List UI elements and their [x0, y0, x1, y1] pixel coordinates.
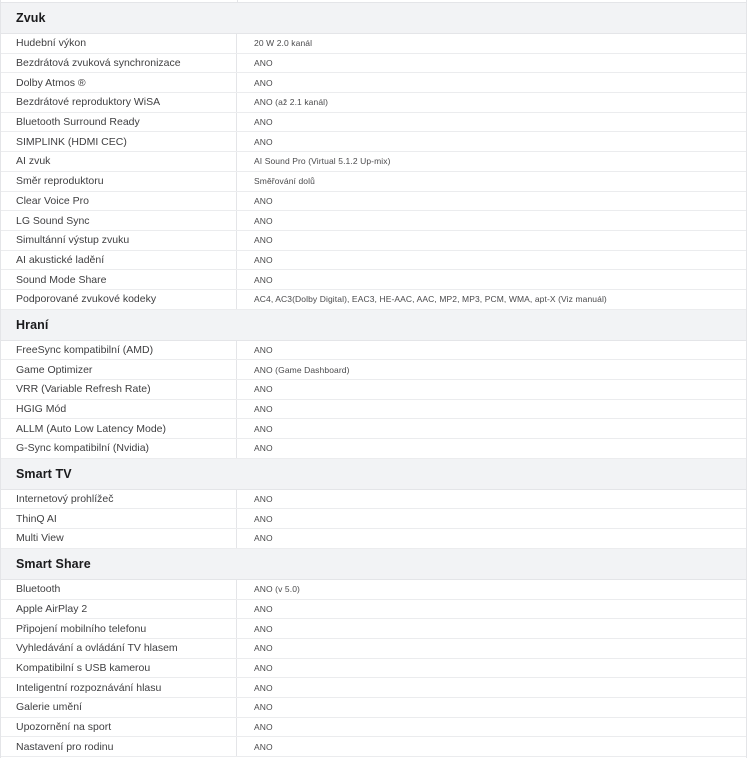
spec-label: G-Sync kompatibilní (Nvidia): [1, 439, 237, 458]
spec-row: [1, 290, 746, 310]
spec-row: [1, 659, 746, 679]
spec-value: ANO: [254, 623, 273, 634]
spec-label: Bluetooth Surround Ready: [1, 113, 237, 132]
spec-row: [1, 54, 746, 74]
spec-row: [1, 73, 746, 93]
spec-row: [1, 211, 746, 231]
spec-row: [1, 34, 746, 54]
spec-value: AC4, AC3(Dolby Digital), EAC3, HE-AAC, AAC, MP2, MP3, PCM, WMA, apt-X (Viz manuál): [254, 294, 607, 305]
spec-value: ANO: [254, 682, 273, 693]
section-header: [1, 549, 746, 580]
spec-row: [1, 172, 746, 192]
spec-row: [1, 718, 746, 738]
spec-row: [1, 132, 746, 152]
spec-value: ANO: [254, 443, 273, 454]
spec-value: ANO: [254, 215, 273, 226]
spec-section: [1, 549, 746, 757]
spec-row: [1, 380, 746, 400]
spec-label: Nastavení pro rodinu: [1, 737, 237, 756]
spec-label: Internetový prohlížeč: [1, 490, 237, 509]
spec-label: AI zvuk: [1, 152, 237, 171]
spec-label: Upozornění na sport: [1, 718, 237, 737]
column-divider: [237, 0, 238, 2]
spec-row: [1, 580, 746, 600]
spec-value: Směřování dolů: [254, 176, 315, 187]
spec-row: [1, 152, 746, 172]
spec-row: [1, 113, 746, 133]
spec-label: Vyhledávání a ovládání TV hlasem: [1, 639, 237, 658]
spec-value: ANO: [254, 344, 273, 355]
spec-label: Bezdrátová zvuková synchronizace: [1, 54, 237, 73]
spec-label: ThinQ AI: [1, 509, 237, 528]
spec-value: ANO: [254, 404, 273, 415]
spec-value: AI Sound Pro (Virtual 5.1.2 Up-mix): [254, 156, 391, 167]
spec-label: Galerie umění: [1, 698, 237, 717]
spec-row: [1, 360, 746, 380]
spec-section: [1, 310, 746, 459]
spec-label: Bluetooth: [1, 580, 237, 599]
spec-row: [1, 270, 746, 290]
spec-label: Simultánní výstup zvuku: [1, 231, 237, 250]
section-header: [1, 3, 746, 34]
spec-row: [1, 698, 746, 718]
spec-value: ANO: [254, 77, 273, 88]
spec-value: ANO (v 5.0): [254, 584, 300, 595]
section-header: [1, 459, 746, 490]
spec-label: Podporované zvukové kodeky: [1, 290, 237, 309]
spec-value: ANO (Game Dashboard): [254, 364, 350, 375]
section-rows: [1, 490, 746, 549]
spec-label: Bezdrátové reproduktory WiSA: [1, 93, 237, 112]
spec-row: [1, 737, 746, 757]
section-rows: [1, 341, 746, 459]
spec-value: ANO: [254, 513, 273, 524]
spec-label: Multi View: [1, 529, 237, 548]
spec-row: [1, 251, 746, 271]
spec-value: ANO: [254, 721, 273, 732]
section-title: Smart TV: [16, 466, 72, 481]
spec-value: ANO: [254, 117, 273, 128]
spec-value: ANO: [254, 195, 273, 206]
spec-value: ANO: [254, 643, 273, 654]
spec-value: ANO: [254, 702, 273, 713]
spec-value: ANO: [254, 58, 273, 69]
section-header: [1, 310, 746, 341]
spec-value: ANO: [254, 235, 273, 246]
spec-label: Clear Voice Pro: [1, 192, 237, 211]
spec-row: [1, 419, 746, 439]
spec-row: [1, 678, 746, 698]
spec-row: [1, 341, 746, 361]
spec-table-body: [1, 3, 746, 757]
section-rows: [1, 580, 746, 757]
section-title: Hraní: [16, 317, 49, 332]
spec-label: SIMPLINK (HDMI CEC): [1, 132, 237, 151]
spec-value: ANO: [254, 494, 273, 505]
spec-row: [1, 639, 746, 659]
spec-label: Kompatibilní s USB kamerou: [1, 659, 237, 678]
spec-label: FreeSync kompatibilní (AMD): [1, 341, 237, 360]
spec-row: [1, 439, 746, 459]
spec-value: 20 W 2.0 kanál: [254, 38, 313, 49]
spec-label: Dolby Atmos ®: [1, 73, 237, 92]
spec-row: [1, 490, 746, 510]
spec-label: Hudební výkon: [1, 34, 237, 53]
section-rows: [1, 34, 746, 310]
spec-row: [1, 529, 746, 549]
spec-label: VRR (Variable Refresh Rate): [1, 380, 237, 399]
spec-value: ANO (až 2.1 kanál): [254, 97, 329, 108]
spec-label: Inteligentní rozpoznávání hlasu: [1, 678, 237, 697]
spec-label: Sound Mode Share: [1, 270, 237, 289]
spec-row: [1, 509, 746, 529]
spec-label: Připojení mobilního telefonu: [1, 619, 237, 638]
spec-row: [1, 231, 746, 251]
spec-value: ANO: [254, 423, 273, 434]
section-title: Smart Share: [16, 556, 91, 571]
spec-value: ANO: [254, 662, 273, 673]
spec-row: [1, 192, 746, 212]
section-title: Zvuk: [16, 11, 46, 25]
spec-row: [1, 93, 746, 113]
cropped-row-remnant: [1, 0, 746, 3]
spec-section: [1, 459, 746, 549]
spec-label: Směr reproduktoru: [1, 172, 237, 191]
spec-label: Apple AirPlay 2: [1, 600, 237, 619]
spec-value: ANO: [254, 741, 273, 752]
spec-row: [1, 600, 746, 620]
spec-label: Game Optimizer: [1, 360, 237, 379]
spec-value: ANO: [254, 603, 273, 614]
spec-value: ANO: [254, 136, 273, 147]
spec-row: [1, 400, 746, 420]
spec-value: ANO: [254, 384, 273, 395]
spec-label: LG Sound Sync: [1, 211, 237, 230]
spec-label: HGIG Mód: [1, 400, 237, 419]
spec-row: [1, 619, 746, 639]
spec-section: [1, 3, 746, 310]
spec-label: AI akustické ladění: [1, 251, 237, 270]
spec-value: ANO: [254, 533, 273, 544]
spec-value: ANO: [254, 254, 273, 265]
spec-label: ALLM (Auto Low Latency Mode): [1, 419, 237, 438]
spec-value: ANO: [254, 274, 273, 285]
